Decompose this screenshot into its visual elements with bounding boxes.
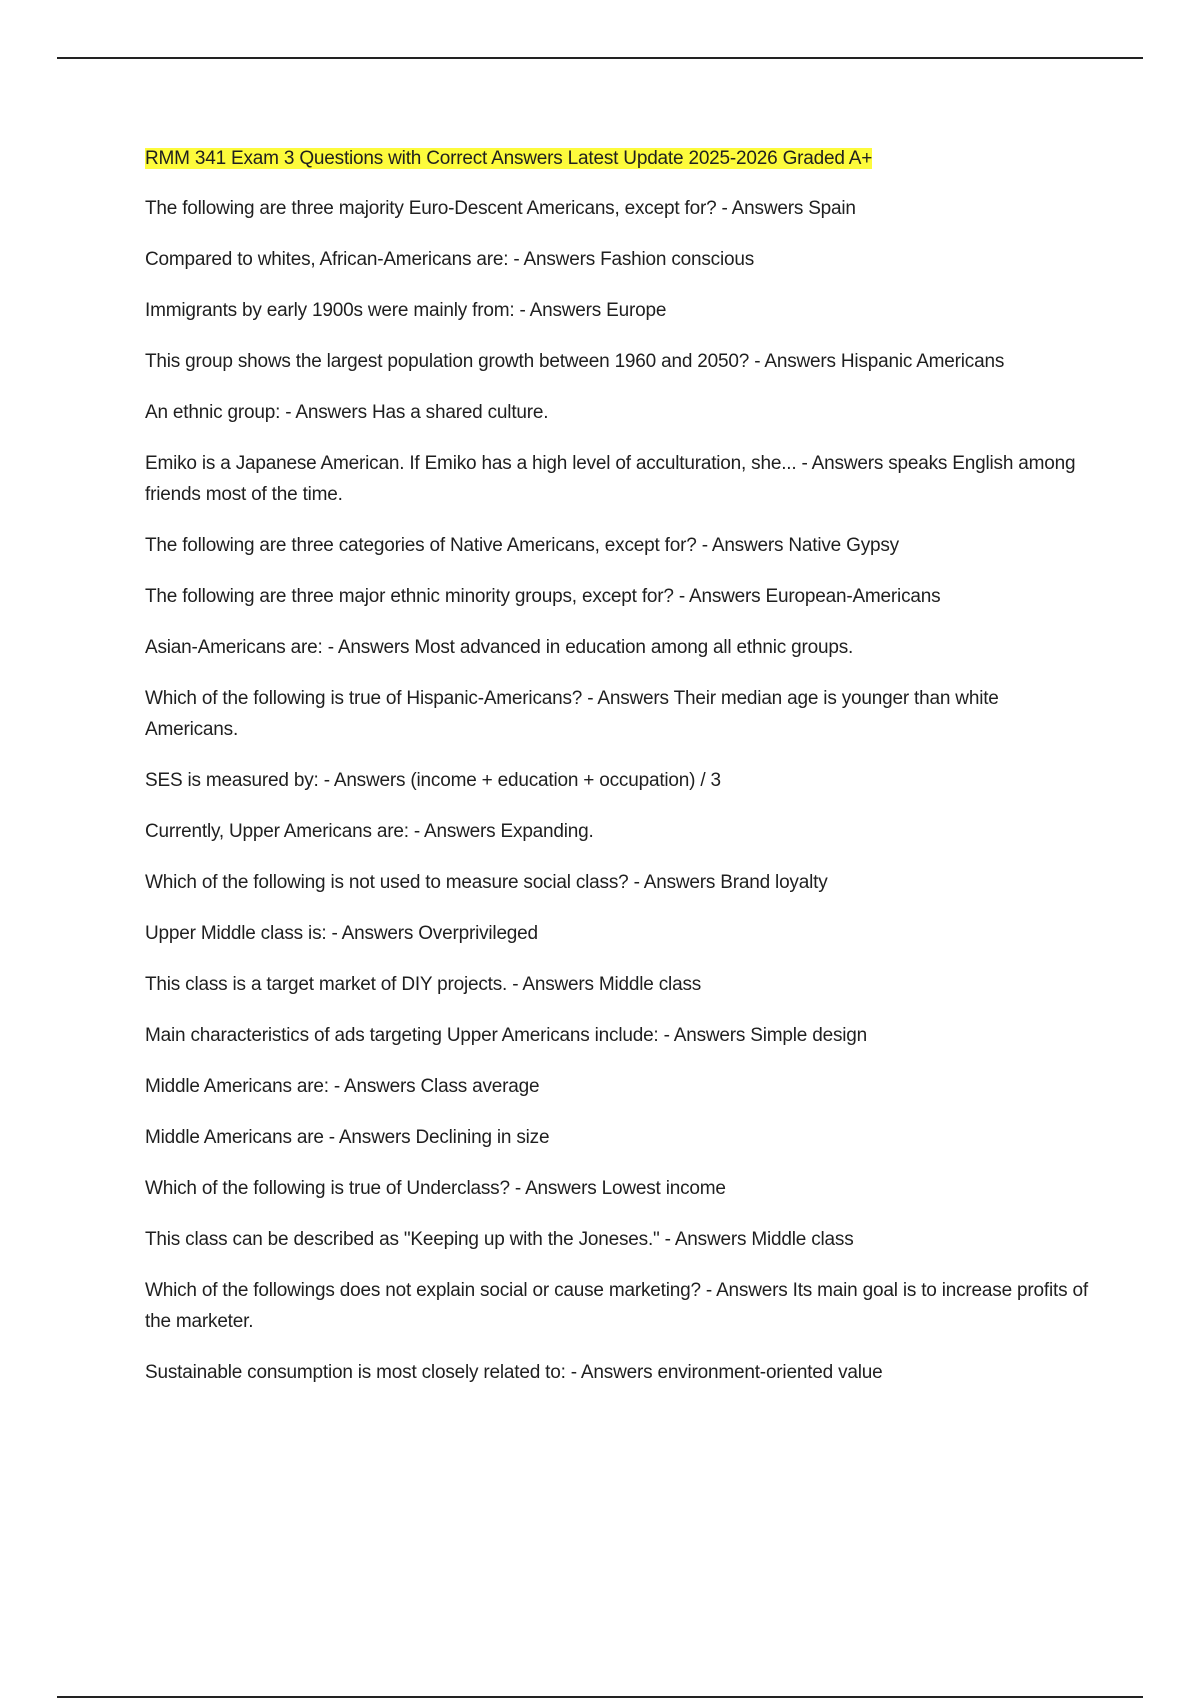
qa-item: Immigrants by early 1900s were mainly from: - Answers Europe [145, 300, 667, 321]
qa-item: Which of the following is true of Hispanic-Americans? - Answers Their median age is younger than white Americans. [145, 688, 999, 740]
title-block [145, 145, 1095, 174]
qa-item: Middle Americans are - Answers Declining in size [145, 1127, 550, 1148]
qa-item: Sustainable consumption is most closely related to: - Answers environment-oriented value [145, 1362, 883, 1383]
qa-item: Compared to whites, African-Americans are: - Answers Fashion conscious [145, 249, 755, 270]
footer-rule [57, 1696, 1143, 1698]
qa-item: Asian-Americans are: - Answers Most advanced in education among all ethnic groups. [145, 637, 854, 658]
qa-item: Which of the followings does not explain social or cause marketing? - Answers Its main goal is to increase profits of the marketer. [145, 1280, 1088, 1332]
qa-item: Which of the following is true of Underclass? - Answers Lowest income [145, 1178, 726, 1199]
qa-item: The following are three majority Euro-Descent Americans, except for? - Answers Spain [145, 198, 856, 219]
qa-item: Upper Middle class is: - Answers Overprivileged [145, 923, 538, 944]
qa-item: This class can be described as "Keeping up with the Joneses." - Answers Middle class [145, 1229, 854, 1250]
qa-item: The following are three categories of Native Americans, except for? - Answers Native Gypsy [145, 535, 899, 556]
qa-item: Which of the following is not used to measure social class? - Answers Brand loyalty [145, 872, 828, 893]
qa-item: SES is measured by: - Answers (income + education + occupation) / 3 [145, 770, 721, 791]
qa-item: The following are three major ethnic minority groups, except for? - Answers European-Americans [145, 586, 941, 607]
qa-item: An ethnic group: - Answers Has a shared culture. [145, 402, 549, 423]
header-rule [57, 57, 1143, 59]
qa-item: Middle Americans are: - Answers Class average [145, 1076, 540, 1097]
document-body [145, 145, 1095, 1408]
qa-item: Emiko is a Japanese American. If Emiko has a high level of acculturation, she... - Answers speaks English among friends most of the time. [145, 453, 1076, 505]
qa-item: Currently, Upper Americans are: - Answers Expanding. [145, 821, 594, 842]
qa-item: This group shows the largest population growth between 1960 and 2050? - Answers Hispanic Americans [145, 351, 1005, 372]
document-title: RMM 341 Exam 3 Questions with Correct Answers Latest Update 2025-2026 Graded A+ [145, 148, 873, 169]
qa-item: This class is a target market of DIY projects. - Answers Middle class [145, 974, 702, 995]
qa-item: Main characteristics of ads targeting Upper Americans include: - Answers Simple design [145, 1025, 868, 1046]
